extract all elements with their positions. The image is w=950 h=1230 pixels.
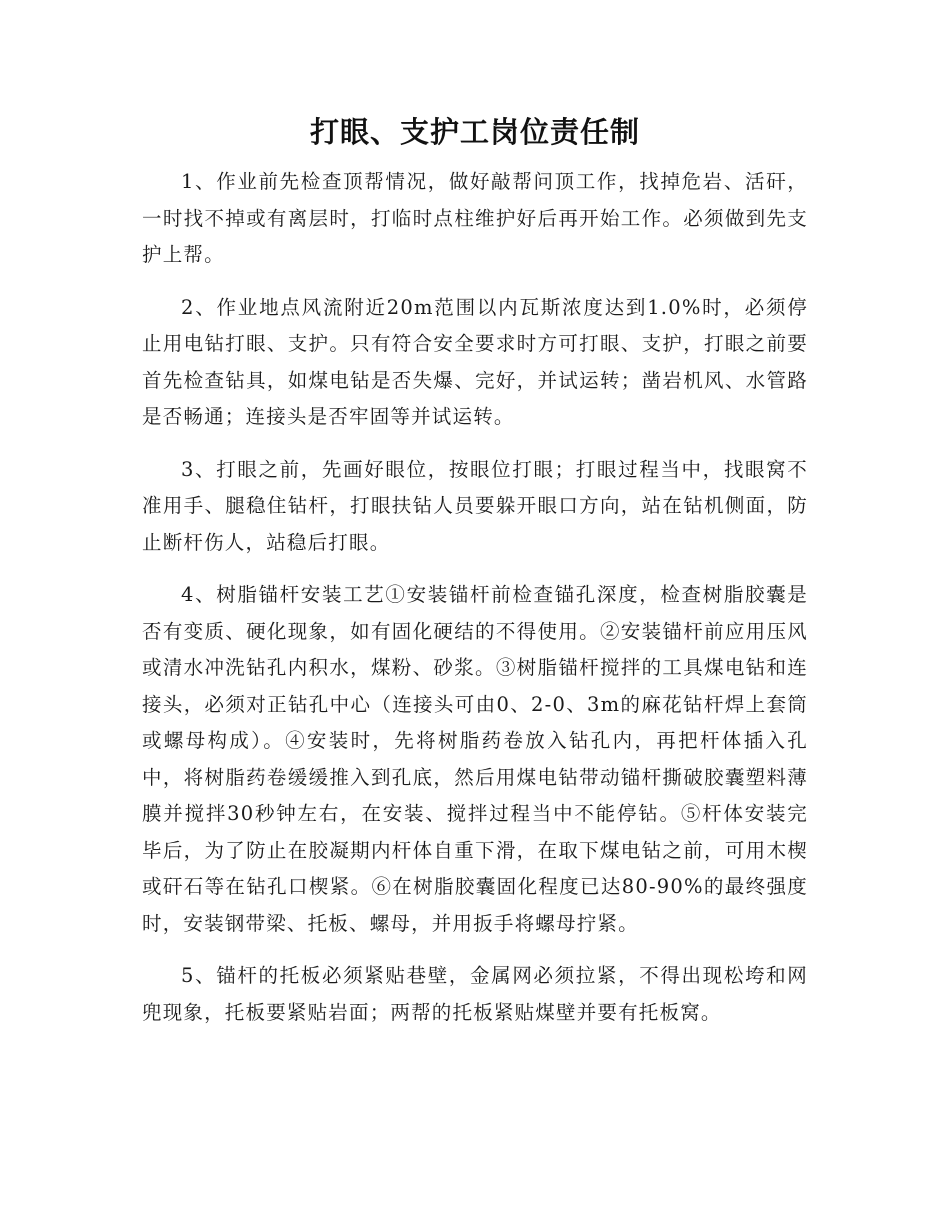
paragraph-3: 3、打眼之前，先画好眼位，按眼位打眼；打眼过程当中，找眼窝不准用手、腿稳住钻杆，打眼扶钻人员要躲开眼口方向，站在钻机侧面，防止断杆伤人，站稳后打眼。 <box>142 457 808 554</box>
document-title: 打眼、支护工岗位责任制 <box>309 115 640 149</box>
paragraph-1: 1、作业前先检查顶帮情况，做好敲帮问顶工作，找掉危岩、活矸，一时找不掉或有离层时，打临时点柱维护好后再开始工作。必须做到先支护上帮。 <box>142 170 808 266</box>
document-body <box>142 164 808 1047</box>
paragraph-5: 5、锚杆的托板必须紧贴巷壁，金属网必须拉紧，不得出现松垮和网兜现象，托板要紧贴岩面；两帮的托板紧贴煤壁并要有托板窝。 <box>142 964 808 1024</box>
paragraph-2: 2、作业地点风流附近20m范围以内瓦斯浓度达到1.0%时，必须停止用电钻打眼、支护。只有符合安全要求时方可打眼、支护，打眼之前要首先检查钻具，如煤电钻是否失爆、完好，并试运转；凿岩机风、水管路是否畅通；连接头是否牢固等并试运转。 <box>142 295 808 428</box>
paragraph-4: 4、树脂锚杆安装工艺①安装锚杆前检查锚孔深度，检查树脂胶囊是否有变质、硬化现象，如有固化硬结的不得使用。②安装锚杆前应用压风或清水冲洗钻孔内积水，煤粉、砂浆。③树脂锚杆搅拌的工具煤电钻和连接头，必须对正钻孔中心（连接头可由0、2-0、3m的麻花钻杆焊上套筒或螺母构成）。④安装时，先将树脂药卷放入钻孔内，再把杆体插入孔中，将树脂药卷缓缓推入到孔底，然后用煤电钻带动锚杆撕破胶囊塑料薄膜并搅拌30秒钟左右，在安装、搅拌过程当中不能停钻。⑤杆体安装完毕后，为了防止在胶凝期内杆体自重下滑，在取下煤电钻之前，可用木楔或矸石等在钻孔口楔紧。⑥在树脂胶囊固化程度已达80-90%的最终强度时，安装钢带梁、托板、螺母，并用扳手将螺母拧紧。 <box>142 583 808 935</box>
